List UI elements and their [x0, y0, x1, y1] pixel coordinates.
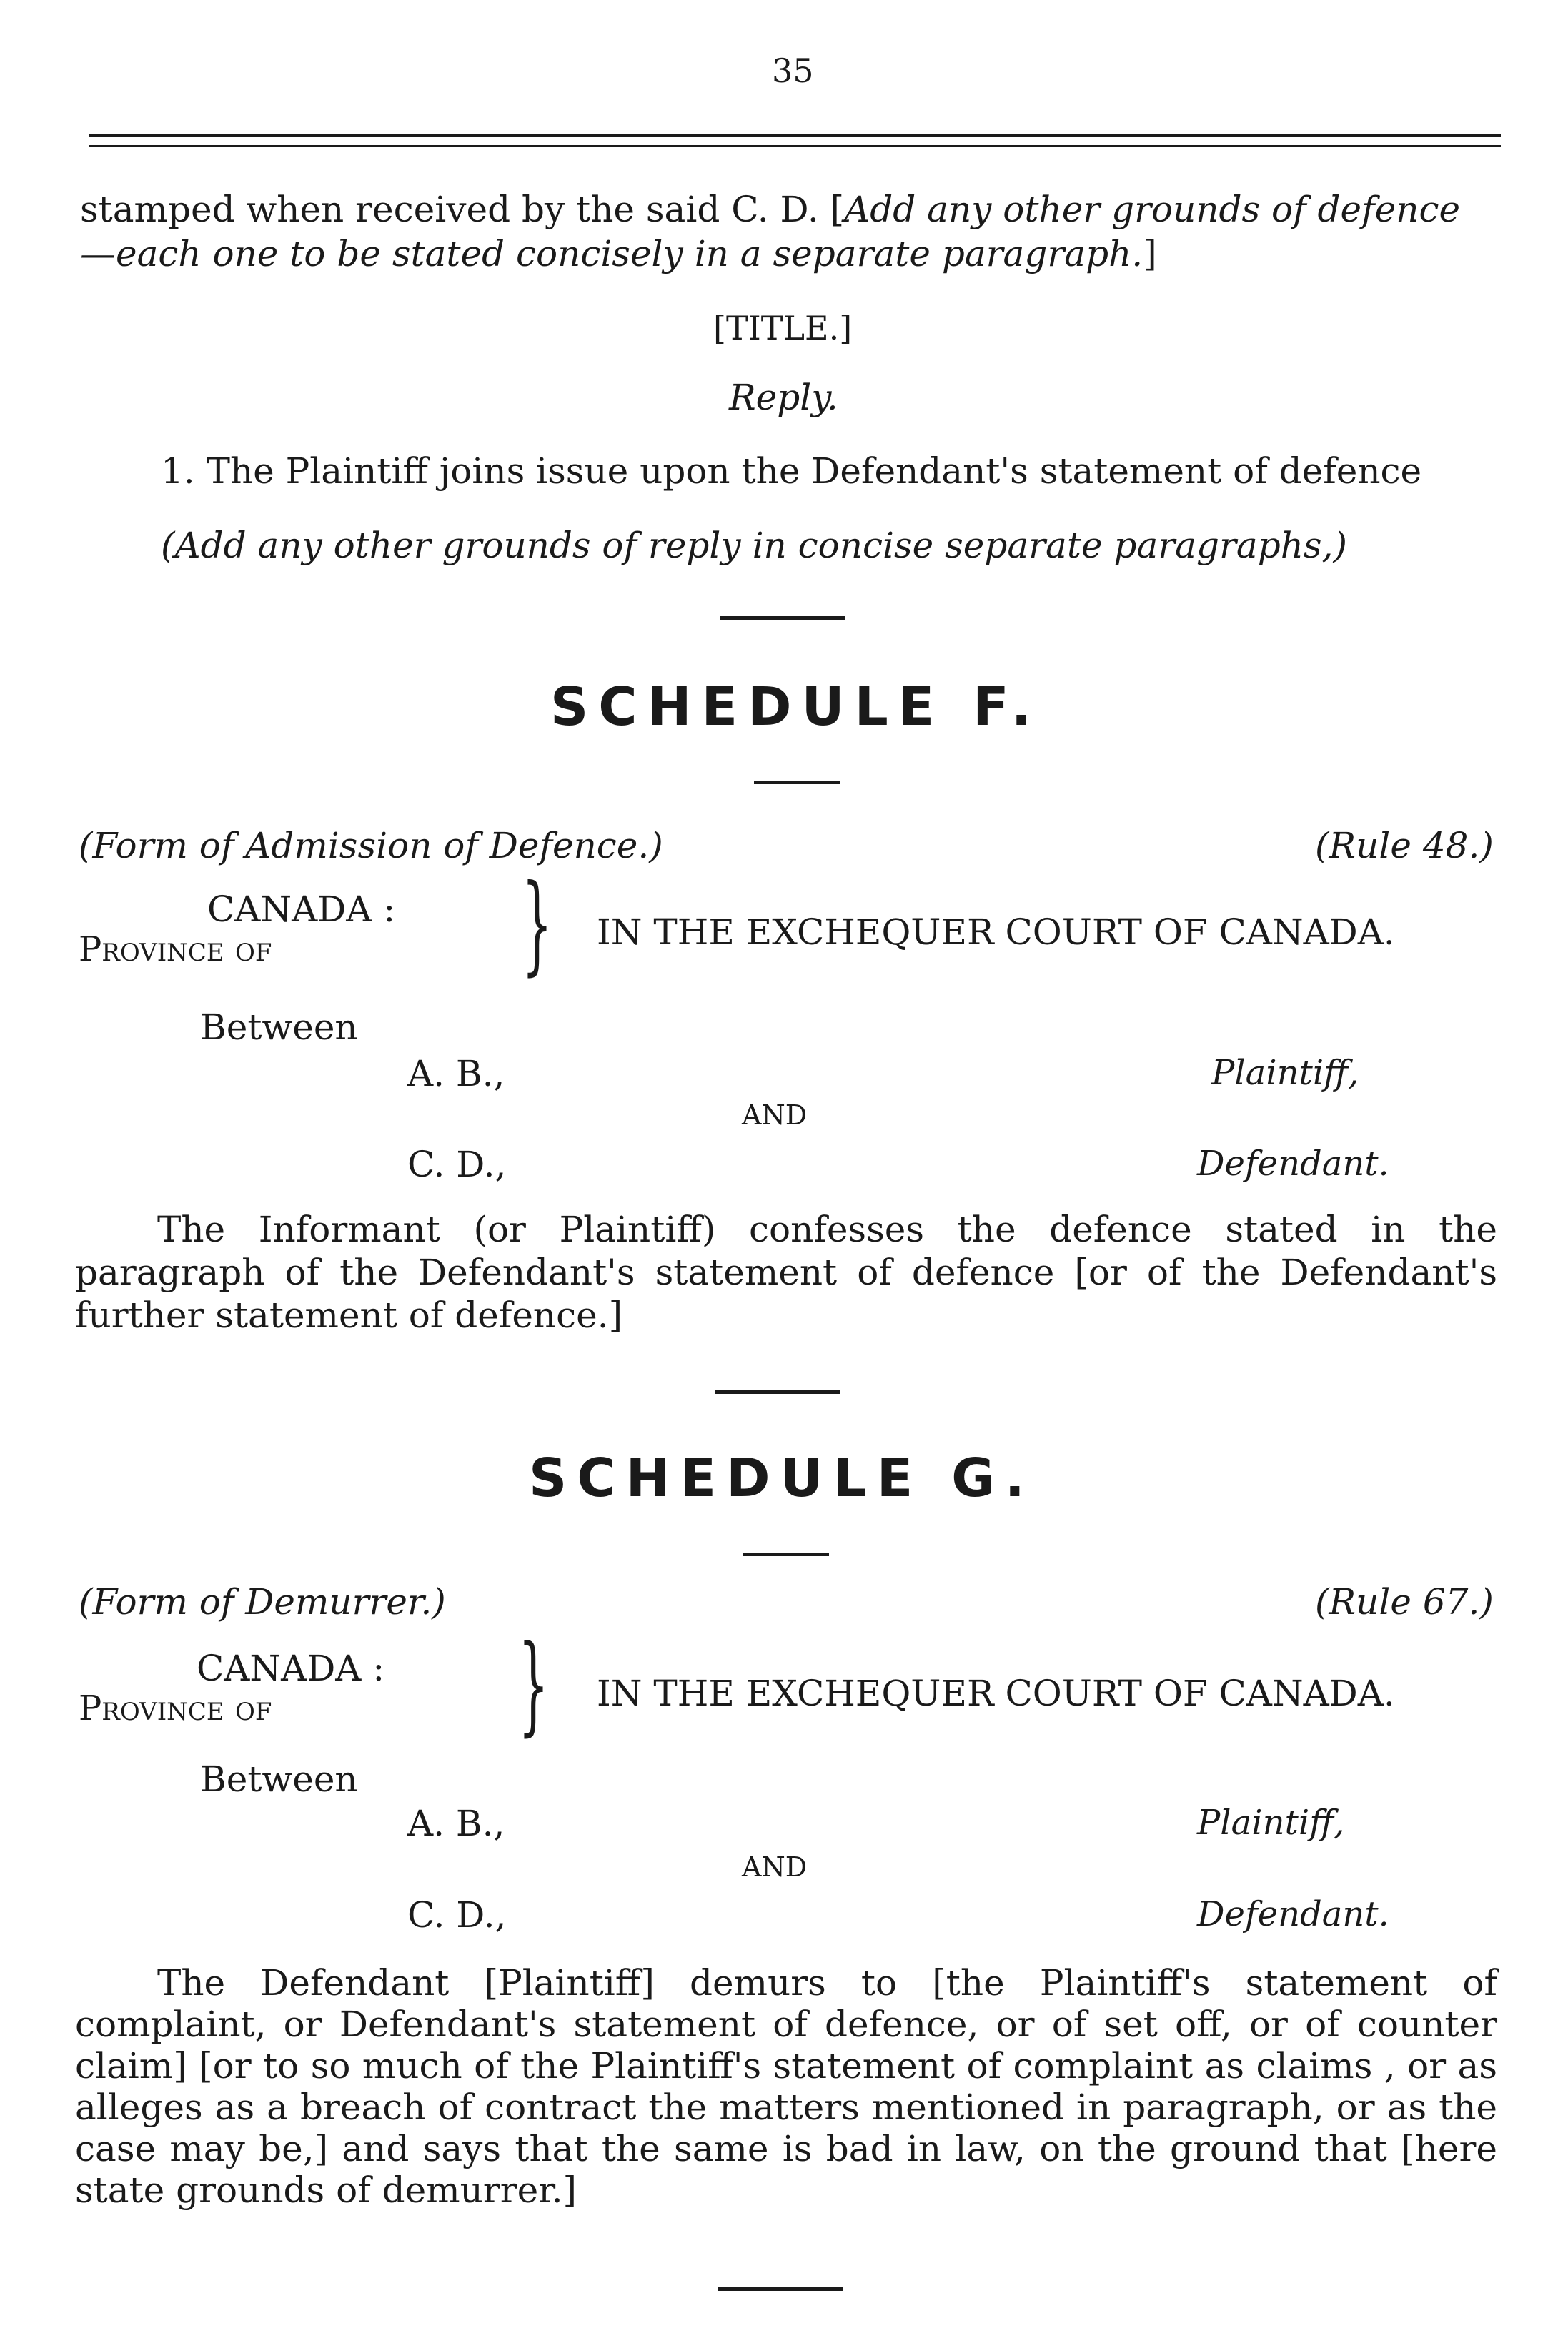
schedule-f-between: Between	[200, 1006, 358, 1048]
schedule-f-party-2: C. D.,	[407, 1144, 507, 1185]
schedule-g-and: AND	[742, 1851, 808, 1883]
header-rule-bottom	[89, 145, 1501, 147]
page-number: 35	[772, 51, 814, 90]
schedule-g-country: CANADA :	[197, 1648, 385, 1689]
schedule-g-form-title: (Form of Demurrer.)	[79, 1581, 446, 1623]
divider-2	[715, 1390, 840, 1394]
schedule-f-form-title: (Form of Admission of Defence.)	[79, 825, 663, 866]
divider-3	[718, 2287, 843, 2291]
schedule-g-body: The Defendant [Plaintiff] demurs to [the Plaintiff's statement of complaint, or Defendant's statement of defence, or of set off, or of counter claim] [or to so much of the Plaintiff's statement of complaint as claims , or as alleges as a breach of contract the matters mentioned in paragraph, or as the case may be,] and says that the same is bad in law, on the ground that [here state grounds of demurrer.]	[75, 1962, 1497, 2211]
schedule-g-brace: }	[518, 1623, 549, 1747]
schedule-g-role-2: Defendant.	[1197, 1894, 1389, 1934]
schedule-f-brace: }	[522, 862, 552, 986]
schedule-f-heading: SCHEDULE F.	[550, 676, 1041, 738]
schedule-g-party-1: A. B.,	[407, 1803, 505, 1844]
divider-1	[720, 616, 845, 620]
header-rule-top	[89, 134, 1501, 137]
schedule-g-role-1: Plaintiff,	[1197, 1803, 1345, 1843]
schedule-f-rule-ref: (Rule 48.)	[1315, 825, 1494, 866]
schedule-g-court: IN THE EXCHEQUER COURT OF CANADA.	[597, 1673, 1395, 1714]
schedule-g-province: Province of	[79, 1688, 272, 1728]
schedule-g-heading: SCHEDULE G.	[529, 1447, 1035, 1509]
schedule-f-role-2: Defendant.	[1197, 1144, 1389, 1184]
top-line-1-italic: Add any other grounds of defence	[844, 189, 1461, 230]
reply-note: (Add any other grounds of reply in concise separate paragraphs,)	[161, 525, 1347, 566]
top-line-2	[80, 232, 1157, 276]
top-line-1-roman: stamped when received by the said C. D. [	[80, 189, 845, 230]
title-placeholder: [TITLE.]	[713, 309, 853, 347]
schedule-g-rule-ref: (Rule 67.)	[1315, 1581, 1494, 1623]
schedule-f-party-1: A. B.,	[407, 1053, 505, 1094]
schedule-f-and: AND	[742, 1099, 808, 1131]
reply-heading: Reply.	[729, 377, 838, 418]
schedule-g-heading-rule	[743, 1553, 829, 1556]
schedule-f-province: Province of	[79, 929, 272, 969]
schedule-f-country: CANADA :	[207, 889, 396, 930]
schedule-g-between: Between	[200, 1758, 358, 1800]
top-line-2-italic: —each one to be stated concisely in a separate paragraph.	[80, 233, 1143, 274]
schedule-f-heading-rule	[754, 781, 840, 784]
schedule-f-body: The Informant (or Plaintiff) confesses the defence stated in the paragraph of the Defendant's statement of defence [or of the Defendant's further statement of defence.]	[75, 1209, 1497, 1336]
reply-item-1: 1. The Plaintiff joins issue upon the Defendant's statement of defence	[161, 450, 1422, 492]
top-line-1	[80, 187, 1460, 232]
schedule-f-court: IN THE EXCHEQUER COURT OF CANADA.	[597, 911, 1395, 953]
schedule-f-role-1: Plaintiff,	[1211, 1053, 1359, 1093]
top-line-2-close: ]	[1143, 233, 1157, 274]
schedule-g-party-2: C. D.,	[407, 1894, 507, 1936]
